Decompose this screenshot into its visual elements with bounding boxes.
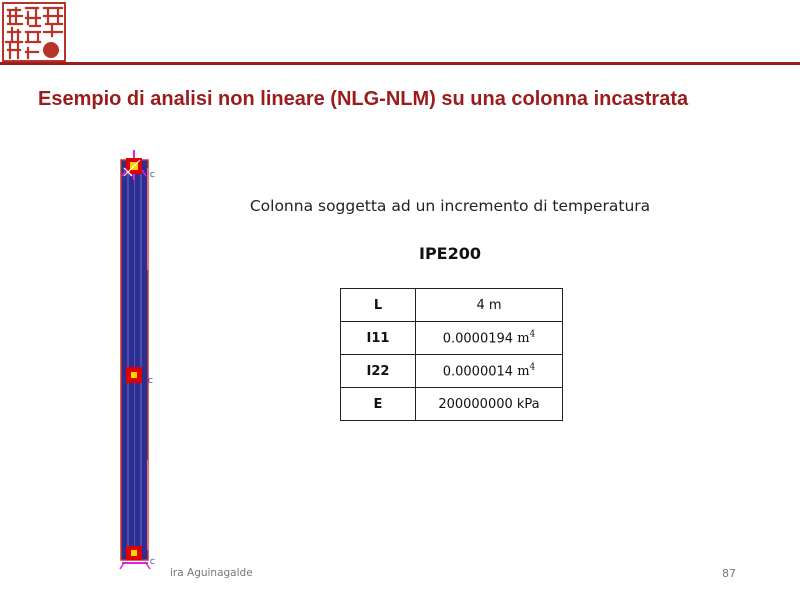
property-value: 4 m	[416, 289, 563, 322]
property-key: I11	[341, 322, 416, 355]
property-key: I22	[341, 355, 416, 388]
node-label-bottom: C	[150, 558, 155, 566]
header-rule	[0, 62, 800, 65]
logo-seal	[2, 2, 66, 62]
property-value: 0.0000194	[442, 331, 514, 347]
column-figure	[110, 150, 170, 570]
property-value: 200000000 kPa	[416, 388, 563, 421]
table-row	[341, 388, 563, 421]
page-number: 87	[722, 567, 736, 580]
middle-node	[126, 367, 142, 383]
table-row	[341, 355, 563, 388]
slide-subtitle: Colonna soggetta ad un incremento di temperatura	[249, 197, 651, 215]
property-value-cell	[416, 322, 563, 355]
properties-table	[340, 288, 563, 421]
table-row	[341, 289, 563, 322]
property-unit: $m^4$	[517, 329, 536, 347]
section-name: IPE200	[418, 244, 481, 263]
property-key: L	[341, 289, 416, 322]
slide-title: Esempio di analisi non lineare (NLG-NLM) su una colonna incastrata	[38, 88, 689, 110]
footer-author: ira Aguinagalde	[170, 567, 253, 579]
property-key: E	[341, 388, 416, 421]
property-value-cell	[416, 355, 563, 388]
node-label-top: C	[150, 171, 155, 179]
property-value: 0.0000014	[442, 364, 514, 380]
node-label-middle: C	[148, 377, 153, 385]
property-unit: $m^4$	[517, 362, 536, 380]
table-row	[341, 322, 563, 355]
